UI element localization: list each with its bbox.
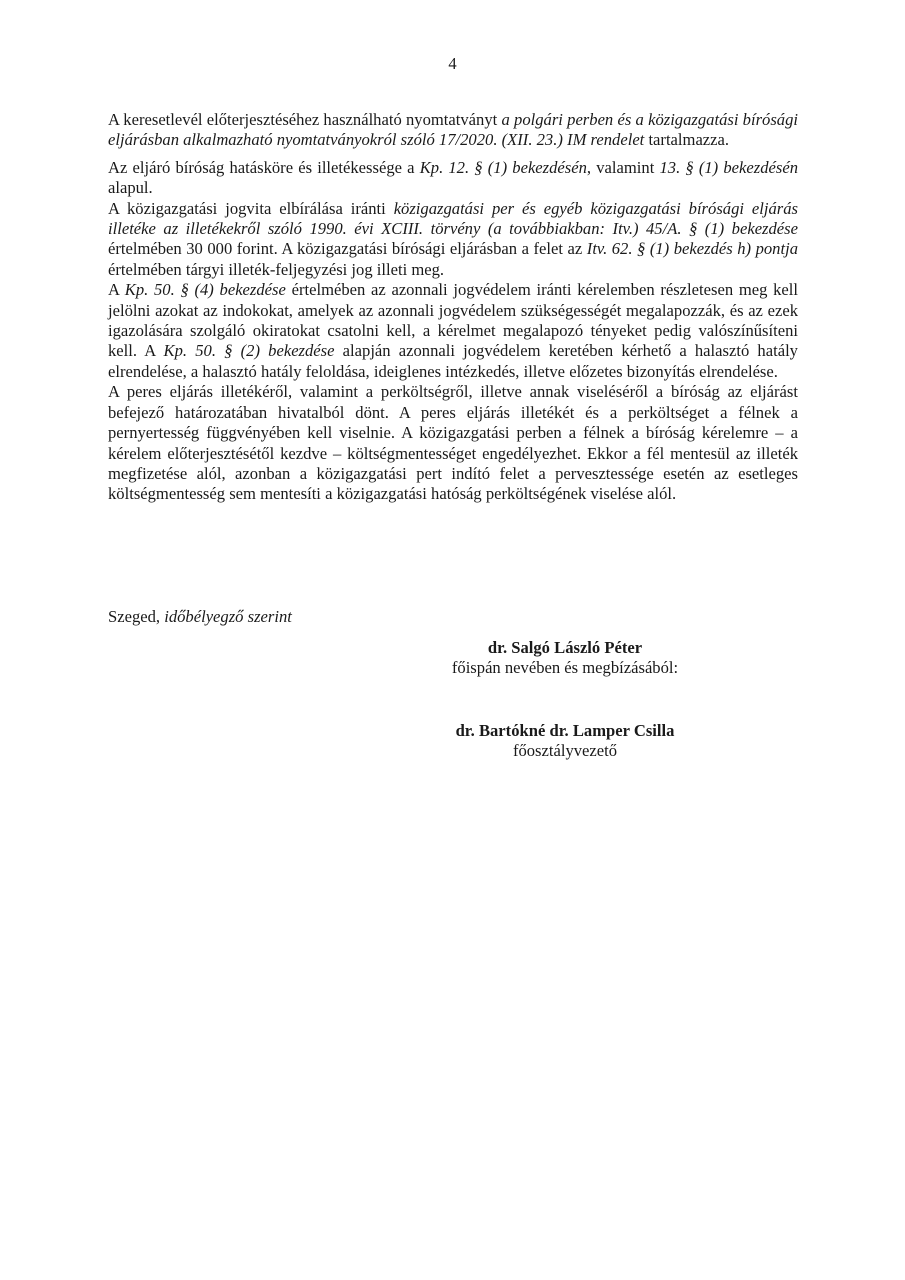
signatory-role: főispán nevében és megbízásából:	[451, 658, 679, 678]
signature-block-1	[420, 638, 710, 679]
legal-reference: Kp. 12. § (1) bekezdésén	[419, 157, 587, 177]
text-run: A közigazgatási jogvita elbírálása iránti	[108, 198, 394, 218]
paragraph-form	[108, 110, 798, 151]
document-body	[108, 110, 798, 505]
legal-reference: Kp. 50. § (4) bekezdése	[124, 280, 286, 300]
text-run: értelmében tárgyi illeték-feljegyzési jog illeti meg.	[108, 259, 445, 279]
text-run: értelmében 30 000 forint. A közigazgatási bírósági eljárásban a felet az	[108, 239, 587, 259]
paragraph-immediate-protection	[108, 280, 798, 382]
legal-reference: 13. § (1) bekezdésén	[659, 157, 798, 177]
signature-block-2	[420, 721, 710, 762]
signatory-name: dr. Bartókné dr. Lamper Csilla	[455, 721, 675, 740]
paragraph-costs	[108, 382, 798, 504]
paragraph-fee	[108, 199, 798, 281]
text-run: tartalmazza.	[644, 130, 730, 150]
page-number: 4	[448, 54, 457, 73]
text-run: , valamint	[586, 157, 660, 177]
legal-reference: közigazgatási per és egyéb közigazgatási bírósági eljárás illetéke az illetékekről szóló 1990. évi XCIII. törvény (a továbbiakban: Itv.) 45/A. § (1) bekezdése	[108, 198, 798, 239]
text-run: A peres eljárás illetékéről, valamint a perköltségről, illetve annak viseléséről a bíróság az eljárást befejező határozatában hivatalból dönt. A peres eljárás illetékét és a perköltséget a félnek a pernyertesség függvényében kell viselnie. A közigazgatási perben a félnek a bíróság kérelemre – a kérelem előterjesztésétől kezdve – költségmentességet engedélyezhet. Ekkor a fél mentesül az illeték megfizetése alól, azonban a közigazgatási pert indító felet a pervesztessége esetén az esetleges költségmentesség sem mentesíti a közigazgatási hatóság perköltségének viselése alól.	[108, 382, 798, 504]
text-run: alapján azonnali jogvédelem keretében kérhető a halasztó hatály elrendelése, a halasztó hatály feloldása, ideiglenes intézkedés, illetve előzetes bizonyítás elrendelése.	[108, 341, 798, 381]
signatory-role: főosztályvezető	[512, 741, 618, 761]
text-run: A keresetlevél előterjesztéséhez használható nyomtatványt	[108, 110, 502, 129]
text-run: Az eljáró bíróság hatásköre és illetékessége a	[108, 157, 420, 177]
legal-reference: a polgári perben és a közigazgatási bírósági eljárásban alkalmazható nyomtatványokról szóló 17/2020. (XII. 23.) IM rendelet	[108, 110, 798, 150]
place-date: időbélyegző szerint	[164, 607, 292, 626]
legal-reference: Kp. 50. § (2) bekezdése	[163, 341, 335, 361]
text-run: A	[108, 280, 125, 300]
text-run: alapul.	[108, 178, 153, 198]
legal-reference: Itv. 62. § (1) bekezdés h) pontja	[586, 239, 798, 259]
place-and-date	[108, 607, 292, 627]
place-city: Szeged,	[108, 607, 165, 626]
text-run: értelmében az azonnali jogvédelem iránti kérelemben részletesen meg kell jelölni azokat az indokokat, amelyek az azonnali jogvédelem szükségességét megalapozzák, és az ezek igazolására szolgáló okiratokat csatolni kell, a kérelmet megalapozó tényeket pedig valószínűsíteni kell. A	[108, 280, 798, 361]
signatory-name: dr. Salgó László Péter	[487, 638, 643, 657]
paragraph-competence	[108, 158, 798, 199]
